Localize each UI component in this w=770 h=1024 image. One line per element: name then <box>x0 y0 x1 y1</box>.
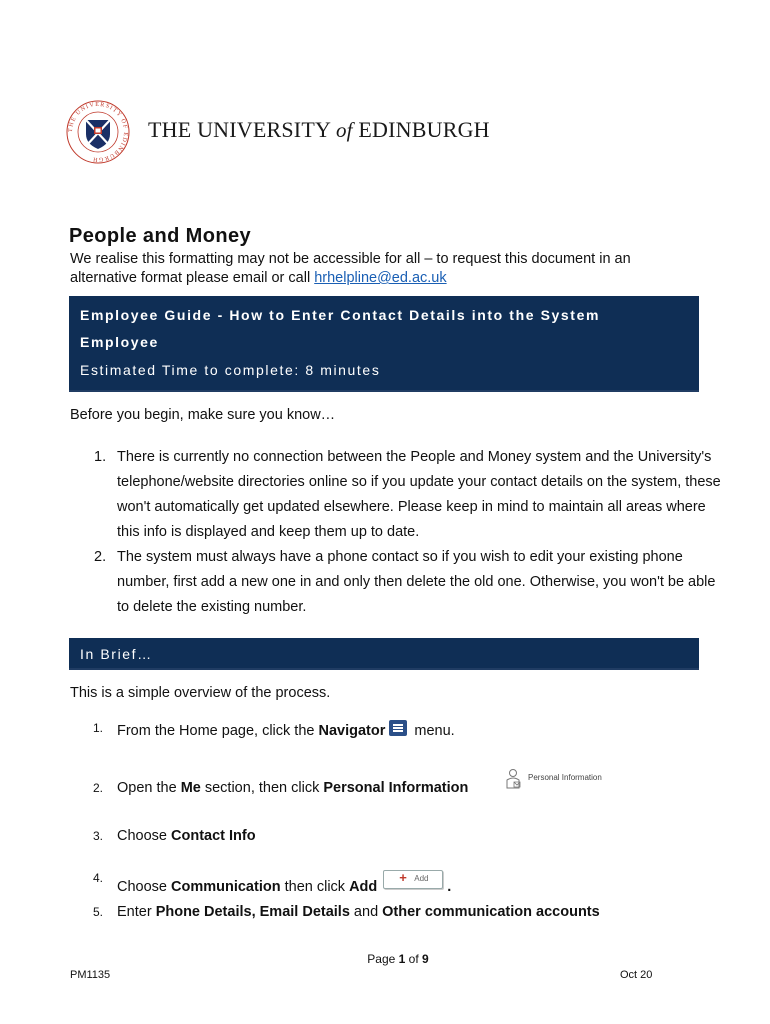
in-brief-banner <box>69 638 699 670</box>
personal-information-icon-label: Personal Information <box>528 773 602 782</box>
guide-audience: Employee <box>80 334 159 350</box>
before-list <box>94 445 727 620</box>
step-number: 1. <box>93 721 104 735</box>
page-current: 1 <box>398 952 406 966</box>
step-3 <box>93 828 256 844</box>
university-crest-icon <box>64 100 132 164</box>
accessibility-note <box>70 250 690 288</box>
step-text: From the Home page, click the <box>117 723 319 739</box>
page-of: of <box>405 952 423 966</box>
step-number: 3. <box>93 829 104 843</box>
page-total: 9 <box>422 952 429 966</box>
before-you-begin-heading: Before you begin, make sure you know… <box>70 407 336 423</box>
list-item-number: 1. <box>94 449 107 465</box>
add-button-image <box>383 870 443 889</box>
step-bold: Navigator <box>318 723 386 739</box>
list-item <box>94 445 727 545</box>
step-text: Open the <box>117 780 181 796</box>
guide-banner <box>69 296 699 392</box>
logo-text-university: THE UNIVERSITY <box>148 117 331 142</box>
accessibility-note-text: We realise this formatting may not be accessible for all – to request this document in an alternative format please email or call <box>70 251 631 286</box>
guide-title: Employee Guide - How to Enter Contact Details into the System <box>80 307 600 323</box>
step-text: Choose <box>117 828 172 844</box>
step-number: 4. <box>93 871 104 885</box>
step-1 <box>93 720 455 739</box>
plus-icon: + <box>399 870 407 885</box>
page-prefix: Page <box>367 952 399 966</box>
personal-information-icon <box>505 768 523 790</box>
logo-text-edinburgh: EDINBURGH <box>358 117 490 142</box>
step-5 <box>93 904 600 920</box>
list-item-text: There is currently no connection between the People and Money system and the University's telephone/website directories online so if you update your contact details on the system, these won't automatically get updated elsewhere. Please keep in mind to maintain all areas where this info is displayed and keep them up to date. <box>117 449 721 540</box>
step-text: menu. <box>410 723 455 739</box>
step-text: Choose <box>117 879 172 895</box>
logo-text-of: of <box>335 118 353 142</box>
helpline-email-link[interactable]: hrhelpline@ed.ac.uk <box>314 270 447 286</box>
crest-ring-text: THE UNIVERSITY OF EDINBURGH <box>67 101 129 163</box>
step-bold: Contact Info <box>171 828 256 844</box>
document-title: People and Money <box>69 225 251 247</box>
page-number <box>0 952 770 966</box>
step-number: 5. <box>93 905 104 919</box>
university-logo <box>64 100 490 164</box>
in-brief-title: In Brief… <box>80 646 153 662</box>
list-item-number: 2. <box>94 549 107 565</box>
step-bold: Communication <box>171 879 281 895</box>
overview-text: This is a simple overview of the process. <box>70 685 331 701</box>
step-bold: Add <box>349 879 378 895</box>
navigator-menu-icon <box>389 720 407 736</box>
step-4 <box>93 870 452 895</box>
step-bold: Personal Information <box>323 780 469 796</box>
step-2 <box>93 780 469 796</box>
step-bold: Me <box>180 780 201 796</box>
estimated-time: Estimated Time to complete: 8 minutes <box>80 362 381 378</box>
list-item <box>94 545 727 620</box>
step-text: Enter <box>117 904 156 920</box>
step-bold: Phone Details, Email Details <box>155 904 350 920</box>
step-text: then click <box>280 879 350 895</box>
step-text: section, then click <box>200 780 324 796</box>
step-bold: Other communication accounts <box>382 904 600 920</box>
document-date: Oct 20 <box>620 969 653 981</box>
step-bold: . <box>447 879 452 895</box>
step-number: 2. <box>93 781 104 795</box>
add-button-label: Add <box>414 874 429 883</box>
university-name <box>148 117 490 143</box>
document-id: PM1135 <box>70 969 111 981</box>
step-text: and <box>349 904 383 920</box>
list-item-text: The system must always have a phone contact so if you wish to edit your existing phone number, first add a new one in and only then delete the old one. Otherwise, you won't be able to delete the existing number. <box>117 549 716 615</box>
